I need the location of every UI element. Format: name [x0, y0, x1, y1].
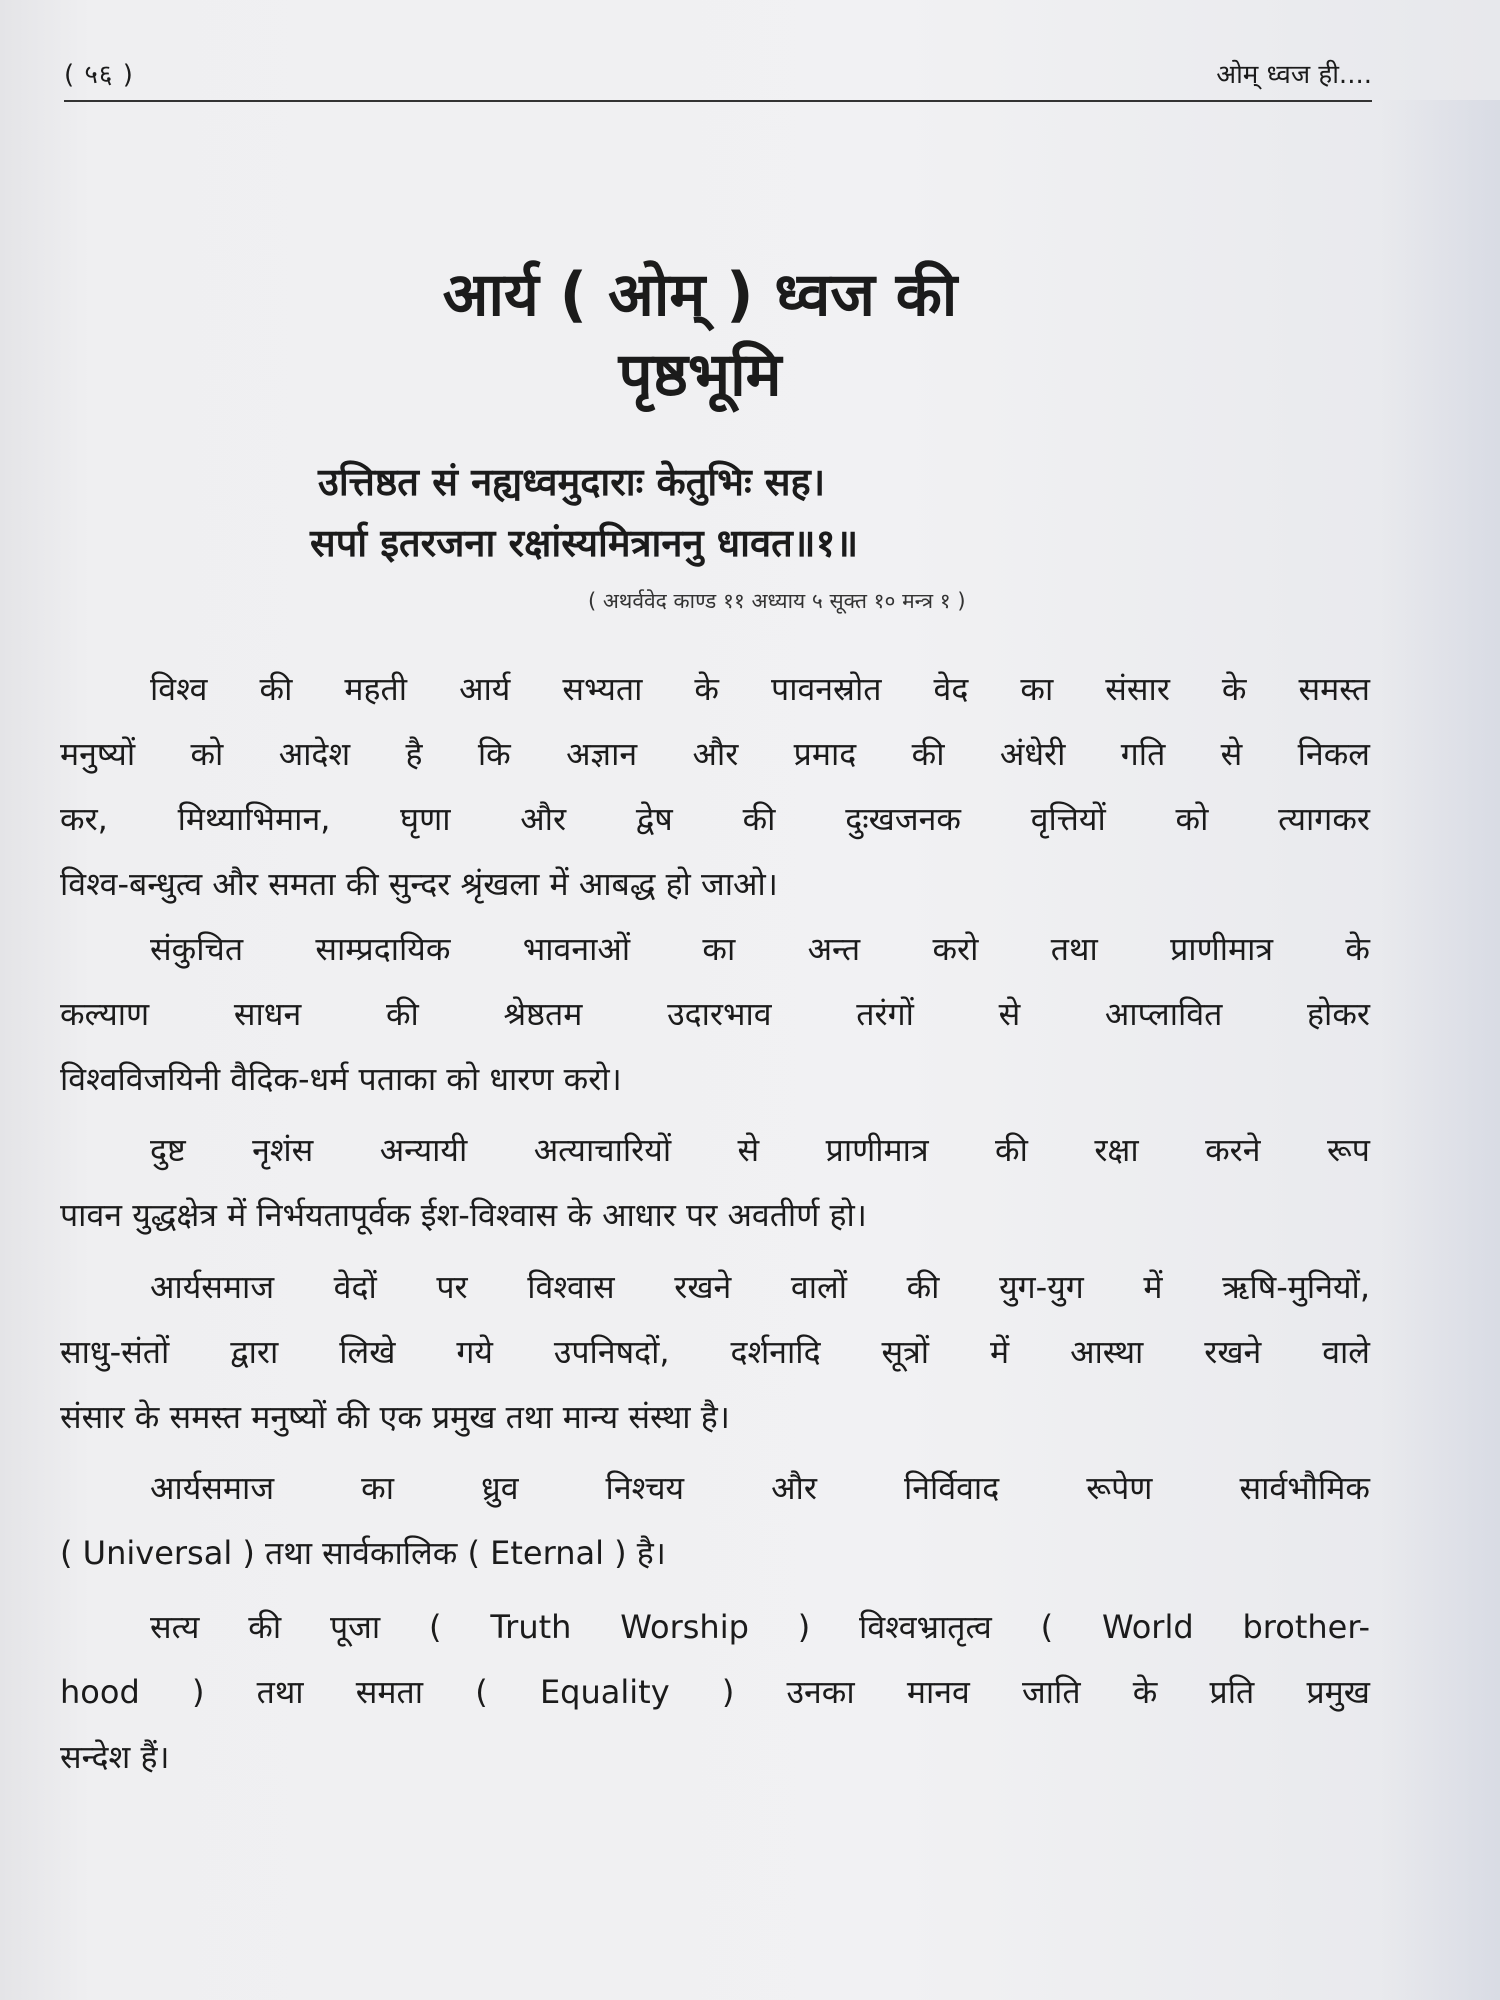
- body-line: सत्य की पूजा ( Truth Worship ) विश्वभ्रातृत्व ( World brother-: [150, 1608, 1370, 1646]
- page-number: ( ५६ ): [64, 60, 134, 90]
- chapter-title-line-1: आर्य ( ओम् ) ध्वज की: [442, 260, 958, 330]
- body-line: दुष्ट नृशंस अन्यायी अत्याचारियों से प्राणीमात्र की रक्षा करने रूप: [150, 1131, 1370, 1169]
- body-line: कल्याण साधन की श्रेष्ठतम उदारभाव तरंगों से आप्लावित होकर: [60, 995, 1370, 1033]
- running-head: [64, 55, 1372, 95]
- body-line: सन्देश हैं।: [60, 1738, 170, 1776]
- body-line: कर, मिथ्याभिमान, घृणा और द्वेष की दुःखजनक वृत्तियों को त्यागकर: [60, 800, 1370, 838]
- body-line: hood ) तथा समता ( Equality ) उनका मानव जाति के प्रति प्रमुख: [60, 1673, 1370, 1711]
- body-line: विश्व-बन्धुत्व और समता की सुन्दर श्रृंखला में आबद्ध हो जाओ।: [60, 865, 778, 903]
- body-line: मनुष्यों को आदेश है कि अज्ञान और प्रमाद की अंधेरी गति से निकल: [60, 735, 1370, 773]
- body-line: आर्यसमाज का ध्रुव निश्चय और निर्विवाद रूपेण सार्वभौमिक: [150, 1469, 1370, 1507]
- body-line: ( Universal ) तथा सार्वकालिक ( Eternal ) है।: [60, 1534, 666, 1572]
- verse-citation: ( अथर्ववेद काण्ड ११ अध्याय ५ सूक्त १० मन्त्र १ ): [588, 589, 966, 613]
- body-line: विश्वविजयिनी वैदिक-धर्म पताका को धारण करो।: [60, 1060, 622, 1098]
- verse-line-2: सर्पा इतरजना रक्षांस्यमित्राननु धावत॥१॥: [310, 521, 859, 565]
- body-line: साधु-संतों द्वारा लिखे गये उपनिषदों, दर्शनादि सूत्रों में आस्था रखने वाले: [60, 1333, 1370, 1371]
- body-line: आर्यसमाज वेदों पर विश्वास रखने वालों की युग-युग में ऋषि-मुनियों,: [150, 1268, 1370, 1306]
- show-through-shadow: [1380, 100, 1500, 2000]
- running-title: ओम् ध्वज ही....: [1216, 60, 1372, 90]
- chapter-title-line-2: पृष्ठभूमि: [618, 340, 782, 410]
- body-line: संसार के समस्त मनुष्यों की एक प्रमुख तथा मान्य संस्था है।: [60, 1398, 730, 1436]
- body-line: विश्व की महती आर्य सभ्यता के पावनस्रोत वेद का संसार के समस्त: [150, 670, 1370, 708]
- verse-line-1: उत्तिष्ठत सं नह्यध्वमुदाराः केतुभिः सह।: [318, 460, 826, 504]
- body-line: संकुचित साम्प्रदायिक भावनाओं का अन्त करो तथा प्राणीमात्र के: [150, 930, 1370, 968]
- body-line: पावन युद्धक्षेत्र में निर्भयतापूर्वक ईश-विश्वास के आधार पर अवतीर्ण हो।: [60, 1196, 867, 1234]
- header-rule: [64, 100, 1372, 102]
